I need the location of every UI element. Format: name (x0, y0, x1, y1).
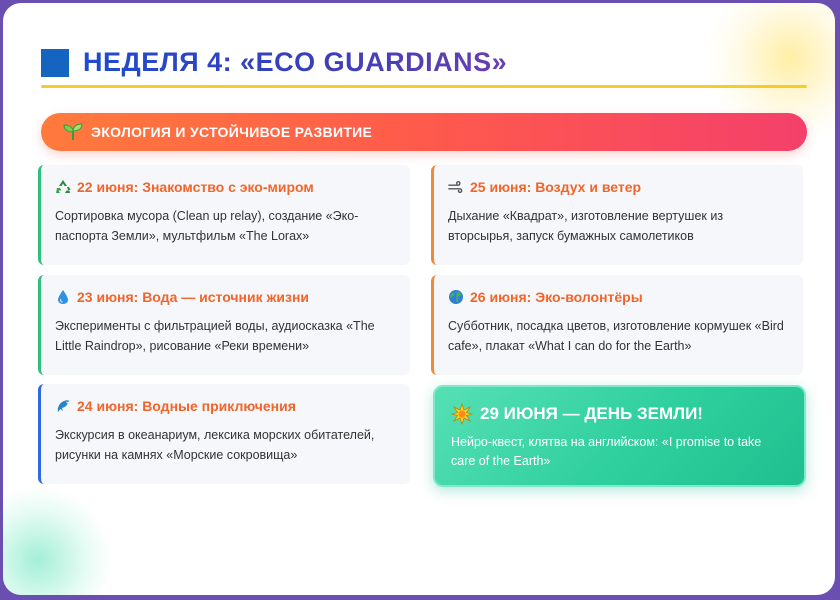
dolphin-icon (55, 398, 71, 414)
day-title: 23 июня: Вода — источник жизни (77, 289, 310, 305)
day-card-june-25 (431, 165, 803, 265)
title-underline (41, 85, 807, 88)
section-banner-label: ЭКОЛОГИЯ И УСТОЙЧИВОЕ РАЗВИТИЕ (91, 124, 373, 140)
day-card-june-23 (38, 275, 410, 375)
day-description: Экскурсия в океанариум, лексика морских обитателей, рисунки на камнях «Морские сокровища» (55, 428, 375, 462)
day-card-june-22 (38, 165, 410, 265)
day-description: Субботник, посадка цветов, изготовление кормушек «Bird cafe», плакат «What I can do for the Earth» (448, 319, 784, 353)
day-title: 26 июня: Эко-волонтёры (470, 289, 643, 305)
day-title: 22 июня: Знакомство с эко-миром (77, 179, 314, 195)
wind-icon (448, 179, 464, 195)
sprout-icon (63, 123, 83, 141)
droplet-icon (55, 289, 71, 305)
day-card-june-24 (38, 384, 410, 484)
day-description: Сортировка мусора (Clean up relay), создание «Эко-паспорта Земли», мультфильм «The Lorax» (55, 209, 359, 243)
sparkle-burst-icon (451, 403, 473, 425)
day-card-earth-day (433, 385, 806, 487)
day-description: Эксперименты с фильтрацией воды, аудиосказка «The Little Raindrop», рисование «Реки времени» (55, 319, 375, 353)
section-banner (41, 113, 807, 151)
recycle-icon (55, 179, 71, 195)
slide (3, 3, 835, 595)
globe-icon (448, 289, 464, 305)
page-title: НЕДЕЛЯ 4: «ECO GUARDIANS» (83, 47, 508, 77)
day-title: 24 июня: Водные приключения (77, 398, 296, 414)
day-card-june-26 (431, 275, 803, 375)
title-square-icon (41, 49, 69, 77)
special-day-description: Нейро-квест, клятва на английском: «I promise to take care of the Earth» (451, 435, 762, 468)
decorative-glow-bottom-left (3, 485, 113, 595)
page-header (41, 47, 507, 78)
special-day-title: 29 ИЮНЯ — ДЕНЬ ЗЕМЛИ! (480, 404, 703, 423)
day-description: Дыхание «Квадрат», изготовление вертушек из вторсырья, запуск бумажных самолетиков (448, 209, 724, 243)
day-title: 25 июня: Воздух и ветер (470, 179, 642, 195)
